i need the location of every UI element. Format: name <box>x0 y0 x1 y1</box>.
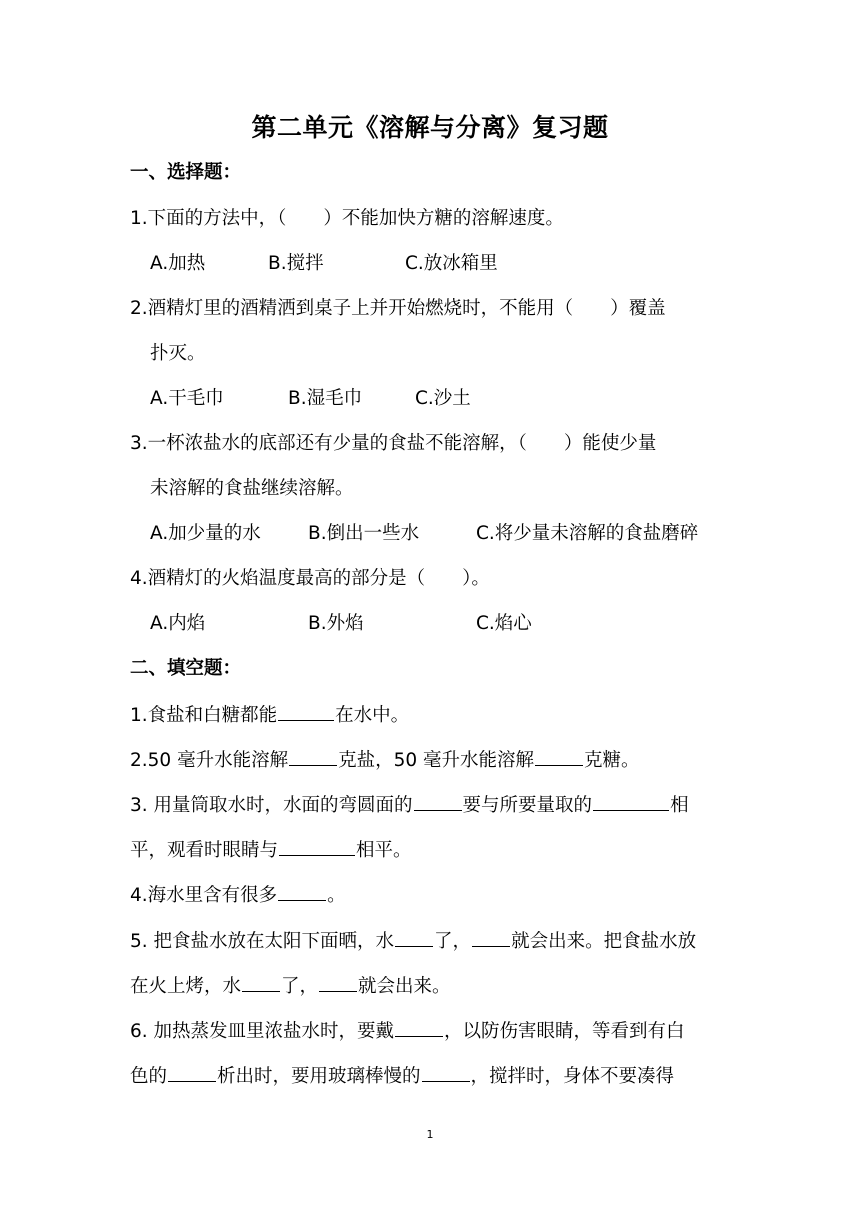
answer-blank[interactable] <box>422 1063 470 1082</box>
fill-question-6-line-1 <box>130 1018 685 1045</box>
answer-blank[interactable] <box>168 1063 216 1082</box>
answer-blank[interactable] <box>414 792 462 811</box>
q3-option-b: B.倒出一些水 <box>308 523 420 544</box>
answer-blank[interactable] <box>395 1018 443 1037</box>
answer-blank[interactable] <box>278 702 334 721</box>
fill-question-4 <box>130 882 346 909</box>
q3-option-c: C.将少量未溶解的食盐磨碎 <box>476 523 699 544</box>
document-title: 第二单元《溶解与分离》复习题 <box>251 113 609 142</box>
q2-option-a: A.干毛巾 <box>150 388 224 409</box>
fill-2-text-b: 克盐，50 毫升水能溶解 <box>338 750 535 771</box>
fill-question-2 <box>130 747 640 774</box>
q4-option-a: A.内焰 <box>150 613 206 634</box>
section-heading-fill: 二、填空题： <box>130 658 242 679</box>
fill-4-text-b: 。 <box>327 885 346 906</box>
fill-4-text-a: 4.海水里含有很多 <box>130 885 278 906</box>
fill-3-text-d: 平，观看时眼睛与 <box>130 840 279 861</box>
fill-1-text-b: 在水中。 <box>335 705 410 726</box>
fill-question-1 <box>130 702 409 729</box>
fill-question-3-line-1 <box>130 792 689 819</box>
fill-3-text-c: 相 <box>670 795 689 816</box>
question-2-line-2: 扑灭。 <box>150 343 206 364</box>
fill-5-text-a: 5. 把食盐水放在太阳下面晒，水 <box>130 931 395 952</box>
answer-blank[interactable] <box>242 973 280 992</box>
fill-3-text-a: 3. 用量筒取水时，水面的弯圆面的 <box>130 795 413 816</box>
fill-question-5-line-1 <box>130 928 696 955</box>
fill-question-3-line-2 <box>130 837 412 864</box>
answer-blank[interactable] <box>472 928 510 947</box>
fill-2-text-a: 2.50 毫升水能溶解 <box>130 750 289 771</box>
fill-5-text-b: 了， <box>434 931 472 952</box>
fill-1-text-a: 1.食盐和白糖都能 <box>130 705 278 726</box>
fill-6-text-d: 析出时，要用玻璃棒慢的 <box>217 1066 421 1087</box>
answer-blank[interactable] <box>279 837 355 856</box>
answer-blank[interactable] <box>395 928 433 947</box>
fill-6-text-e: ，搅拌时，身体不要凑得 <box>470 1066 675 1087</box>
fill-5-text-c: 就会出来。把食盐水放 <box>511 931 697 952</box>
fill-5-text-e: 了， <box>281 976 319 997</box>
q3-option-a: A.加少量的水 <box>150 523 261 544</box>
q1-option-a: A.加热 <box>150 253 206 274</box>
q1-option-b: B.搅拌 <box>268 253 324 274</box>
fill-5-text-f: 就会出来。 <box>358 976 451 997</box>
answer-blank[interactable] <box>278 882 326 901</box>
answer-blank[interactable] <box>535 747 583 766</box>
question-3-line-2: 未溶解的食盐继续溶解。 <box>150 478 354 499</box>
fill-6-text-b: ，以防伤害眼睛，等看到有白 <box>444 1021 685 1042</box>
q4-option-c: C.焰心 <box>476 613 532 634</box>
fill-6-text-c: 色的 <box>130 1066 168 1087</box>
q2-option-b: B.湿毛巾 <box>288 388 363 409</box>
question-3-line-1: 3.一杯浓盐水的底部还有少量的食盐不能溶解，（ ）能使少量 <box>130 433 657 454</box>
fill-2-text-c: 克糖。 <box>584 750 640 771</box>
fill-question-5-line-2 <box>130 973 451 1000</box>
fill-3-text-b: 要与所要量取的 <box>462 795 593 816</box>
fill-question-6-line-2 <box>130 1063 674 1090</box>
q1-option-c: C.放冰箱里 <box>405 253 498 274</box>
q2-option-c: C.沙土 <box>415 388 471 409</box>
answer-blank[interactable] <box>289 747 337 766</box>
fill-5-text-d: 在火上烤，水 <box>130 976 242 997</box>
answer-blank[interactable] <box>319 973 357 992</box>
section-heading-choice: 一、选择题： <box>130 162 242 183</box>
fill-6-text-a: 6. 加热蒸发皿里浓盐水时，要戴 <box>130 1021 395 1042</box>
question-4: 4.酒精灯的火焰温度最高的部分是（ ）。 <box>130 568 490 589</box>
fill-3-text-e: 相平。 <box>356 840 412 861</box>
answer-blank[interactable] <box>593 792 669 811</box>
q4-option-b: B.外焰 <box>308 613 364 634</box>
page-number: 1 <box>426 1128 434 1141</box>
question-1: 1.下面的方法中，（ ）不能加快方糖的溶解速度。 <box>130 208 564 229</box>
question-2-line-1: 2.酒精灯里的酒精洒到桌子上并开始燃烧时，不能用（ ）覆盖 <box>130 298 666 319</box>
